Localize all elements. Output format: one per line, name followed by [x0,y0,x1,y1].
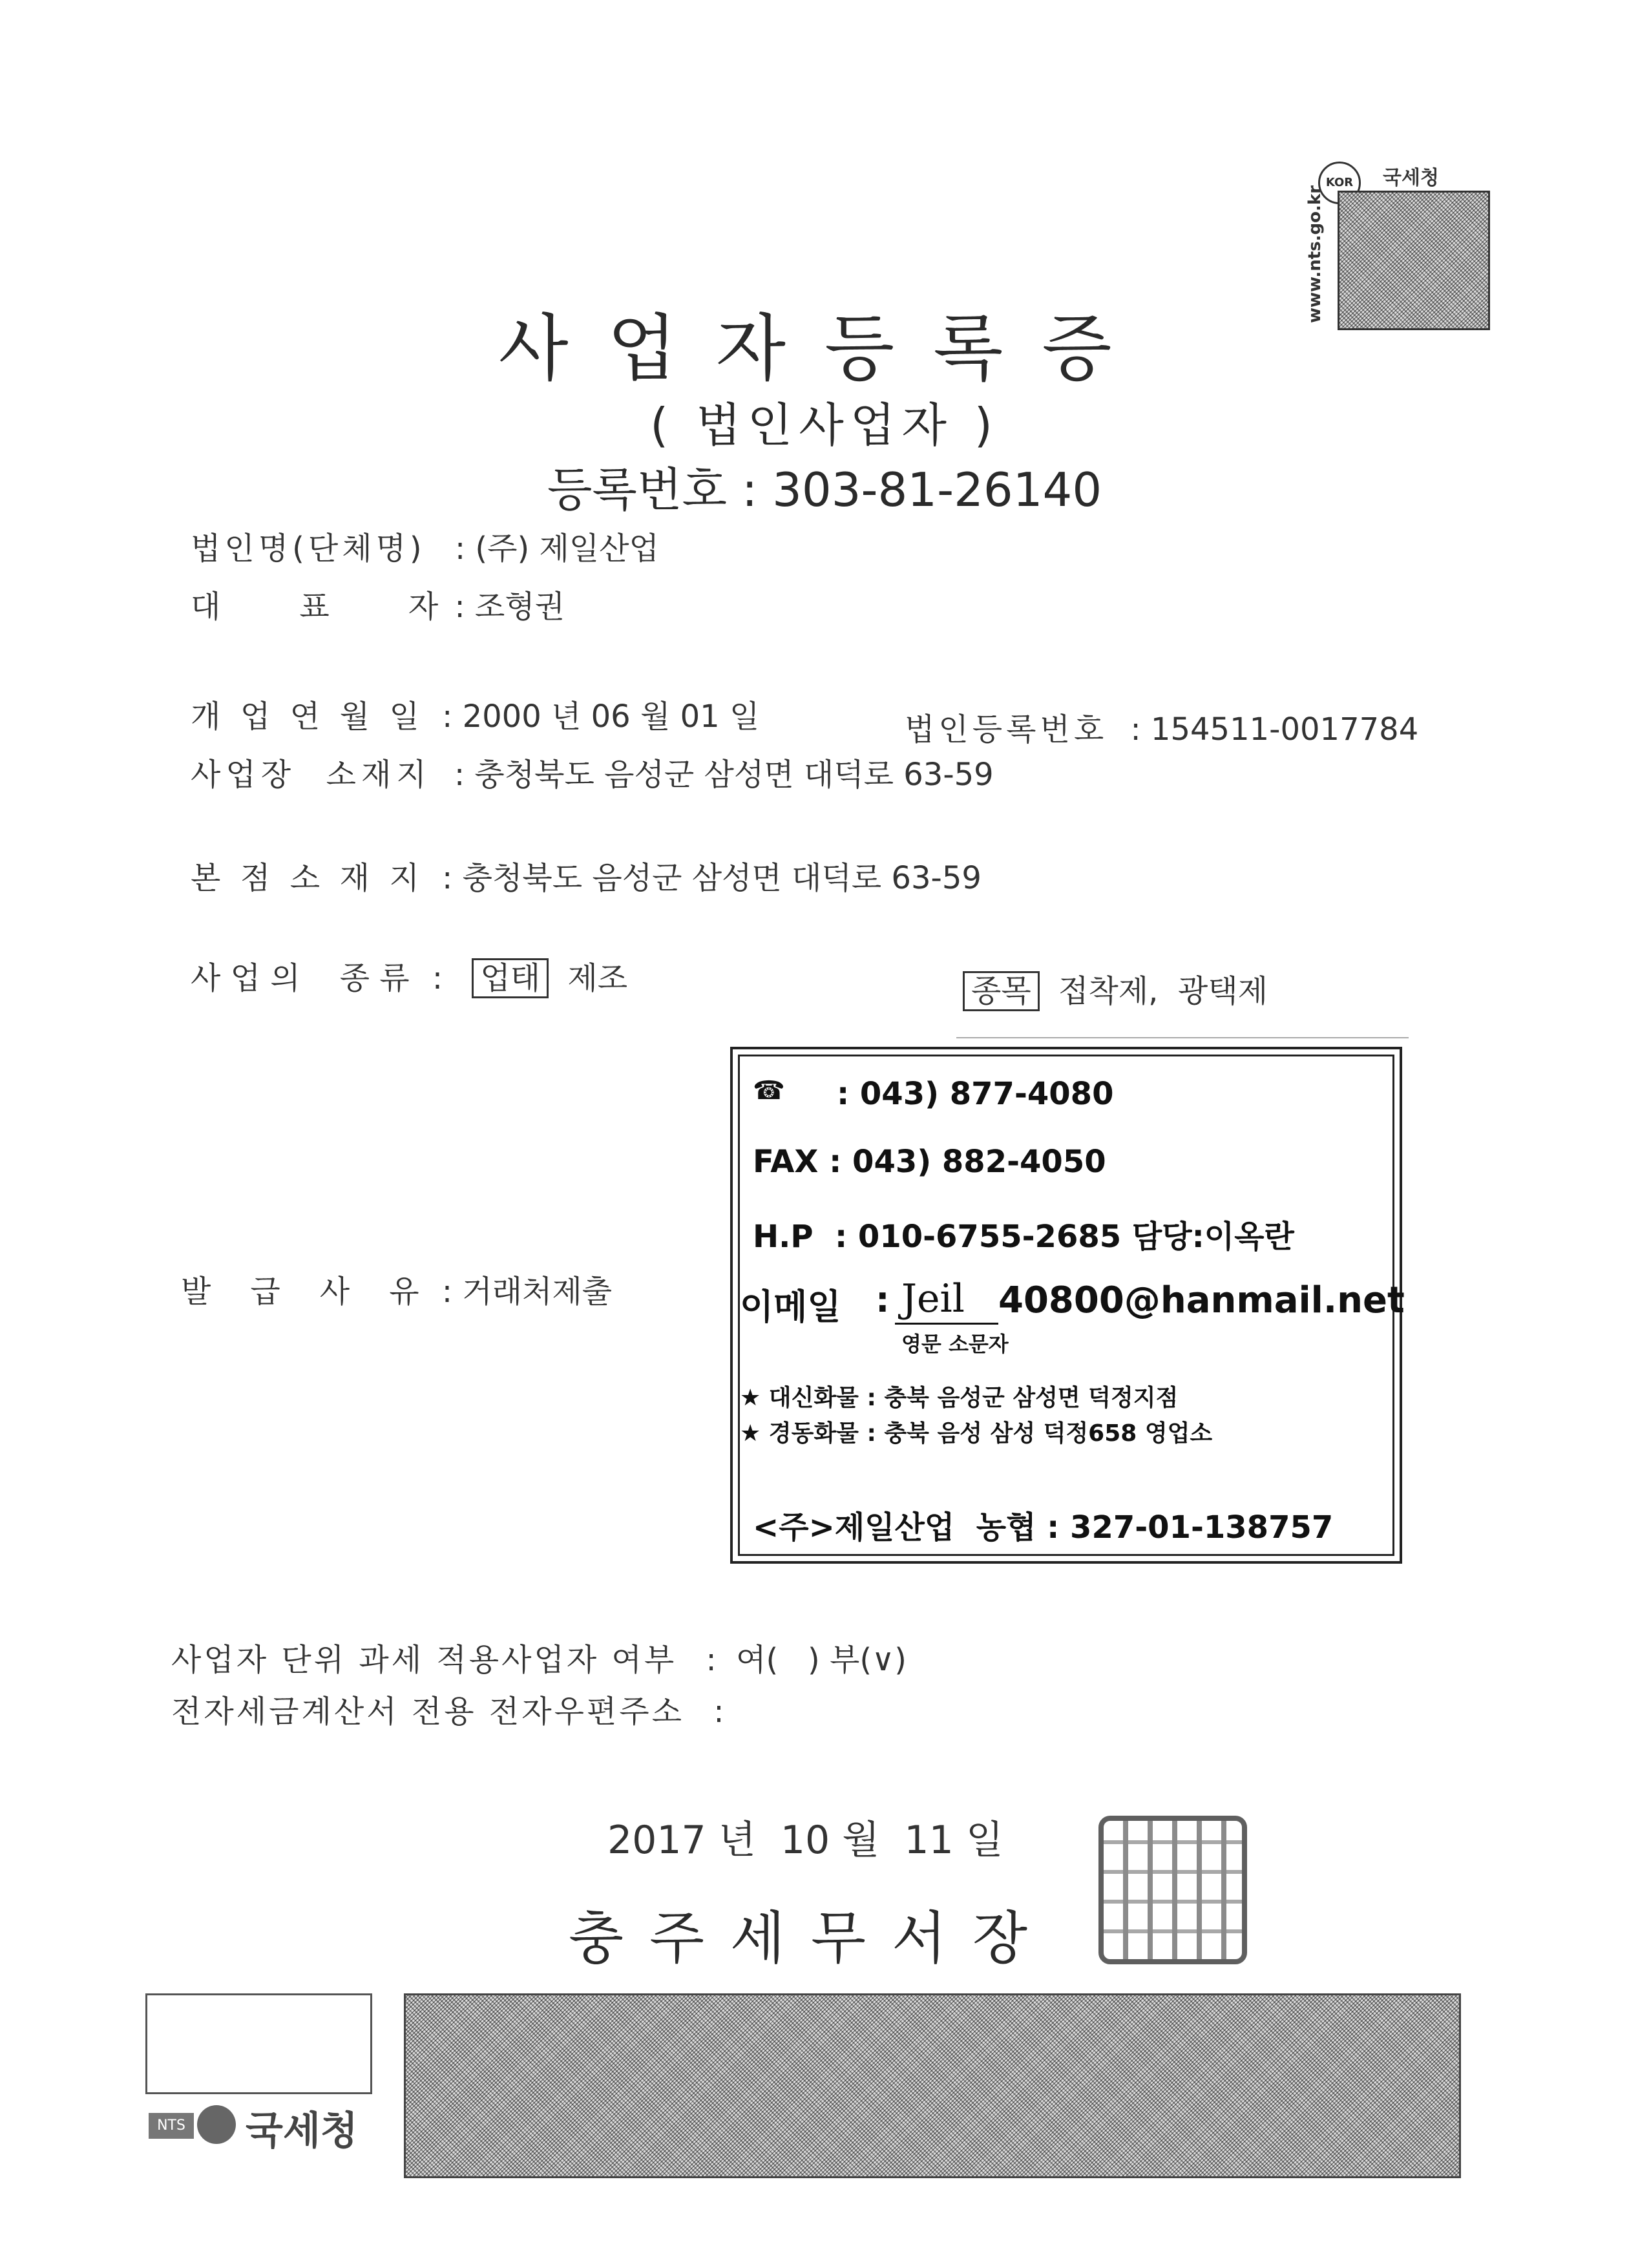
business-addr-row [191,750,994,794]
contact-info-box [730,1047,1405,1564]
email-colon: : [876,1279,890,1320]
open-date-value: : 2000 년 06 월 01 일 [442,698,760,735]
document-title: 사업자등록증 [498,307,1151,391]
phone-icon: ☎ [753,1076,785,1106]
representative-value: : 조형권 [454,589,565,625]
footer-nts-text: 국세청 [246,2108,358,2154]
head-office-value: : 충청북도 음성군 삼성면 대덕로 63-59 [442,860,982,896]
business-type-label: 사 업 의 종 류 [191,960,410,996]
e-invoice-label: 전자세금계산서 전용 전자우편주소 [171,1694,685,1730]
business-addr-value: : 충청북도 음성군 삼성면 대덕로 63-59 [454,757,994,793]
corp-reg-value: : 154511-0017784 [1130,711,1419,748]
corp-name-label: 법인명(단체명) [191,530,426,567]
fax-number: FAX : 043) 882-4050 [753,1144,1106,1180]
registration-value: 303-81-26140 [772,463,1102,517]
box-top-rule [956,1037,1409,1038]
email-label: 이메일 [740,1286,841,1327]
type-box: 업태 [472,958,549,998]
open-date-label: 개 업 연 월 일 [191,698,419,735]
tax-unit-value: : 여( ) 부(∨) [706,1642,907,1678]
nts-kor-logo: KOR [1318,162,1361,204]
representative-label: 대 표 자 [191,589,439,625]
issue-date: 2017 년 10 월 11 일 [607,1818,1003,1863]
corp-name-row [191,523,659,568]
freight-2: ★ 경동화물 : 충북 음성 삼성 덕정658 영업소 [740,1420,1213,1447]
head-office-label: 본 점 소 재 지 [191,860,419,896]
email-note-rule [895,1323,998,1325]
bank-account: <주>제일산업 농협 : 327-01-138757 [753,1509,1334,1546]
nts-url: www.nts.go.kr [1305,185,1325,323]
footer-blank-box [145,1993,372,2094]
email-address: 40800@hanmail.net [998,1279,1405,1321]
business-addr-label: 사업장 소재지 [191,757,432,793]
business-type-colon: : [432,960,443,996]
footer-nts-small: NTS [149,2113,194,2139]
email-prefix: Jeil [901,1276,965,1321]
mobile-number: H.P : 010-6755-2685 담당:이옥란 [753,1219,1294,1255]
document-subtitle: ( 법인사업자 ) [650,398,999,452]
issue-reason-label: 발 급 사 유 [181,1274,419,1310]
head-office-row [191,853,982,898]
e-invoice-value: : [713,1694,724,1730]
tax-unit-label: 사업자 단위 과세 적용사업자 여부 [171,1642,677,1678]
registration-label: 등록번호 : [547,463,758,517]
nts-badge-text: 국세청 [1383,167,1439,189]
type-value: 제조 [567,960,628,996]
issue-reason-value: : 거래처제출 [441,1274,613,1310]
footer-flower-icon [197,2105,236,2144]
corp-reg-label: 법인등록번호 [905,711,1108,748]
contact-info-box-inner [738,1055,1405,1556]
footer-security-pattern [404,1993,1461,2178]
email-note: 영문 소문자 [901,1332,1009,1356]
official-seal [1098,1816,1247,1964]
tax-unit-row [171,1635,907,1679]
open-date-row [191,691,759,736]
freight-1: ★ 대신화물 : 충북 음성군 삼성면 덕정지점 [740,1385,1179,1411]
corp-name-value: : (주) 제일산업 [454,530,659,567]
business-type-row [191,953,627,998]
item-value: 접착제, 광택제 [1058,973,1268,1009]
issue-reason-row [181,1266,612,1311]
business-item-row [963,966,1268,1011]
tax-office: 충주세무서장 [569,1905,1054,1971]
phone-number: : 043) 877-4080 [837,1076,1114,1112]
e-invoice-row [171,1686,724,1731]
representative-row [191,582,565,626]
corp-reg-row [905,704,1418,749]
item-box: 종목 [963,971,1040,1011]
registration-number [0,452,1649,520]
